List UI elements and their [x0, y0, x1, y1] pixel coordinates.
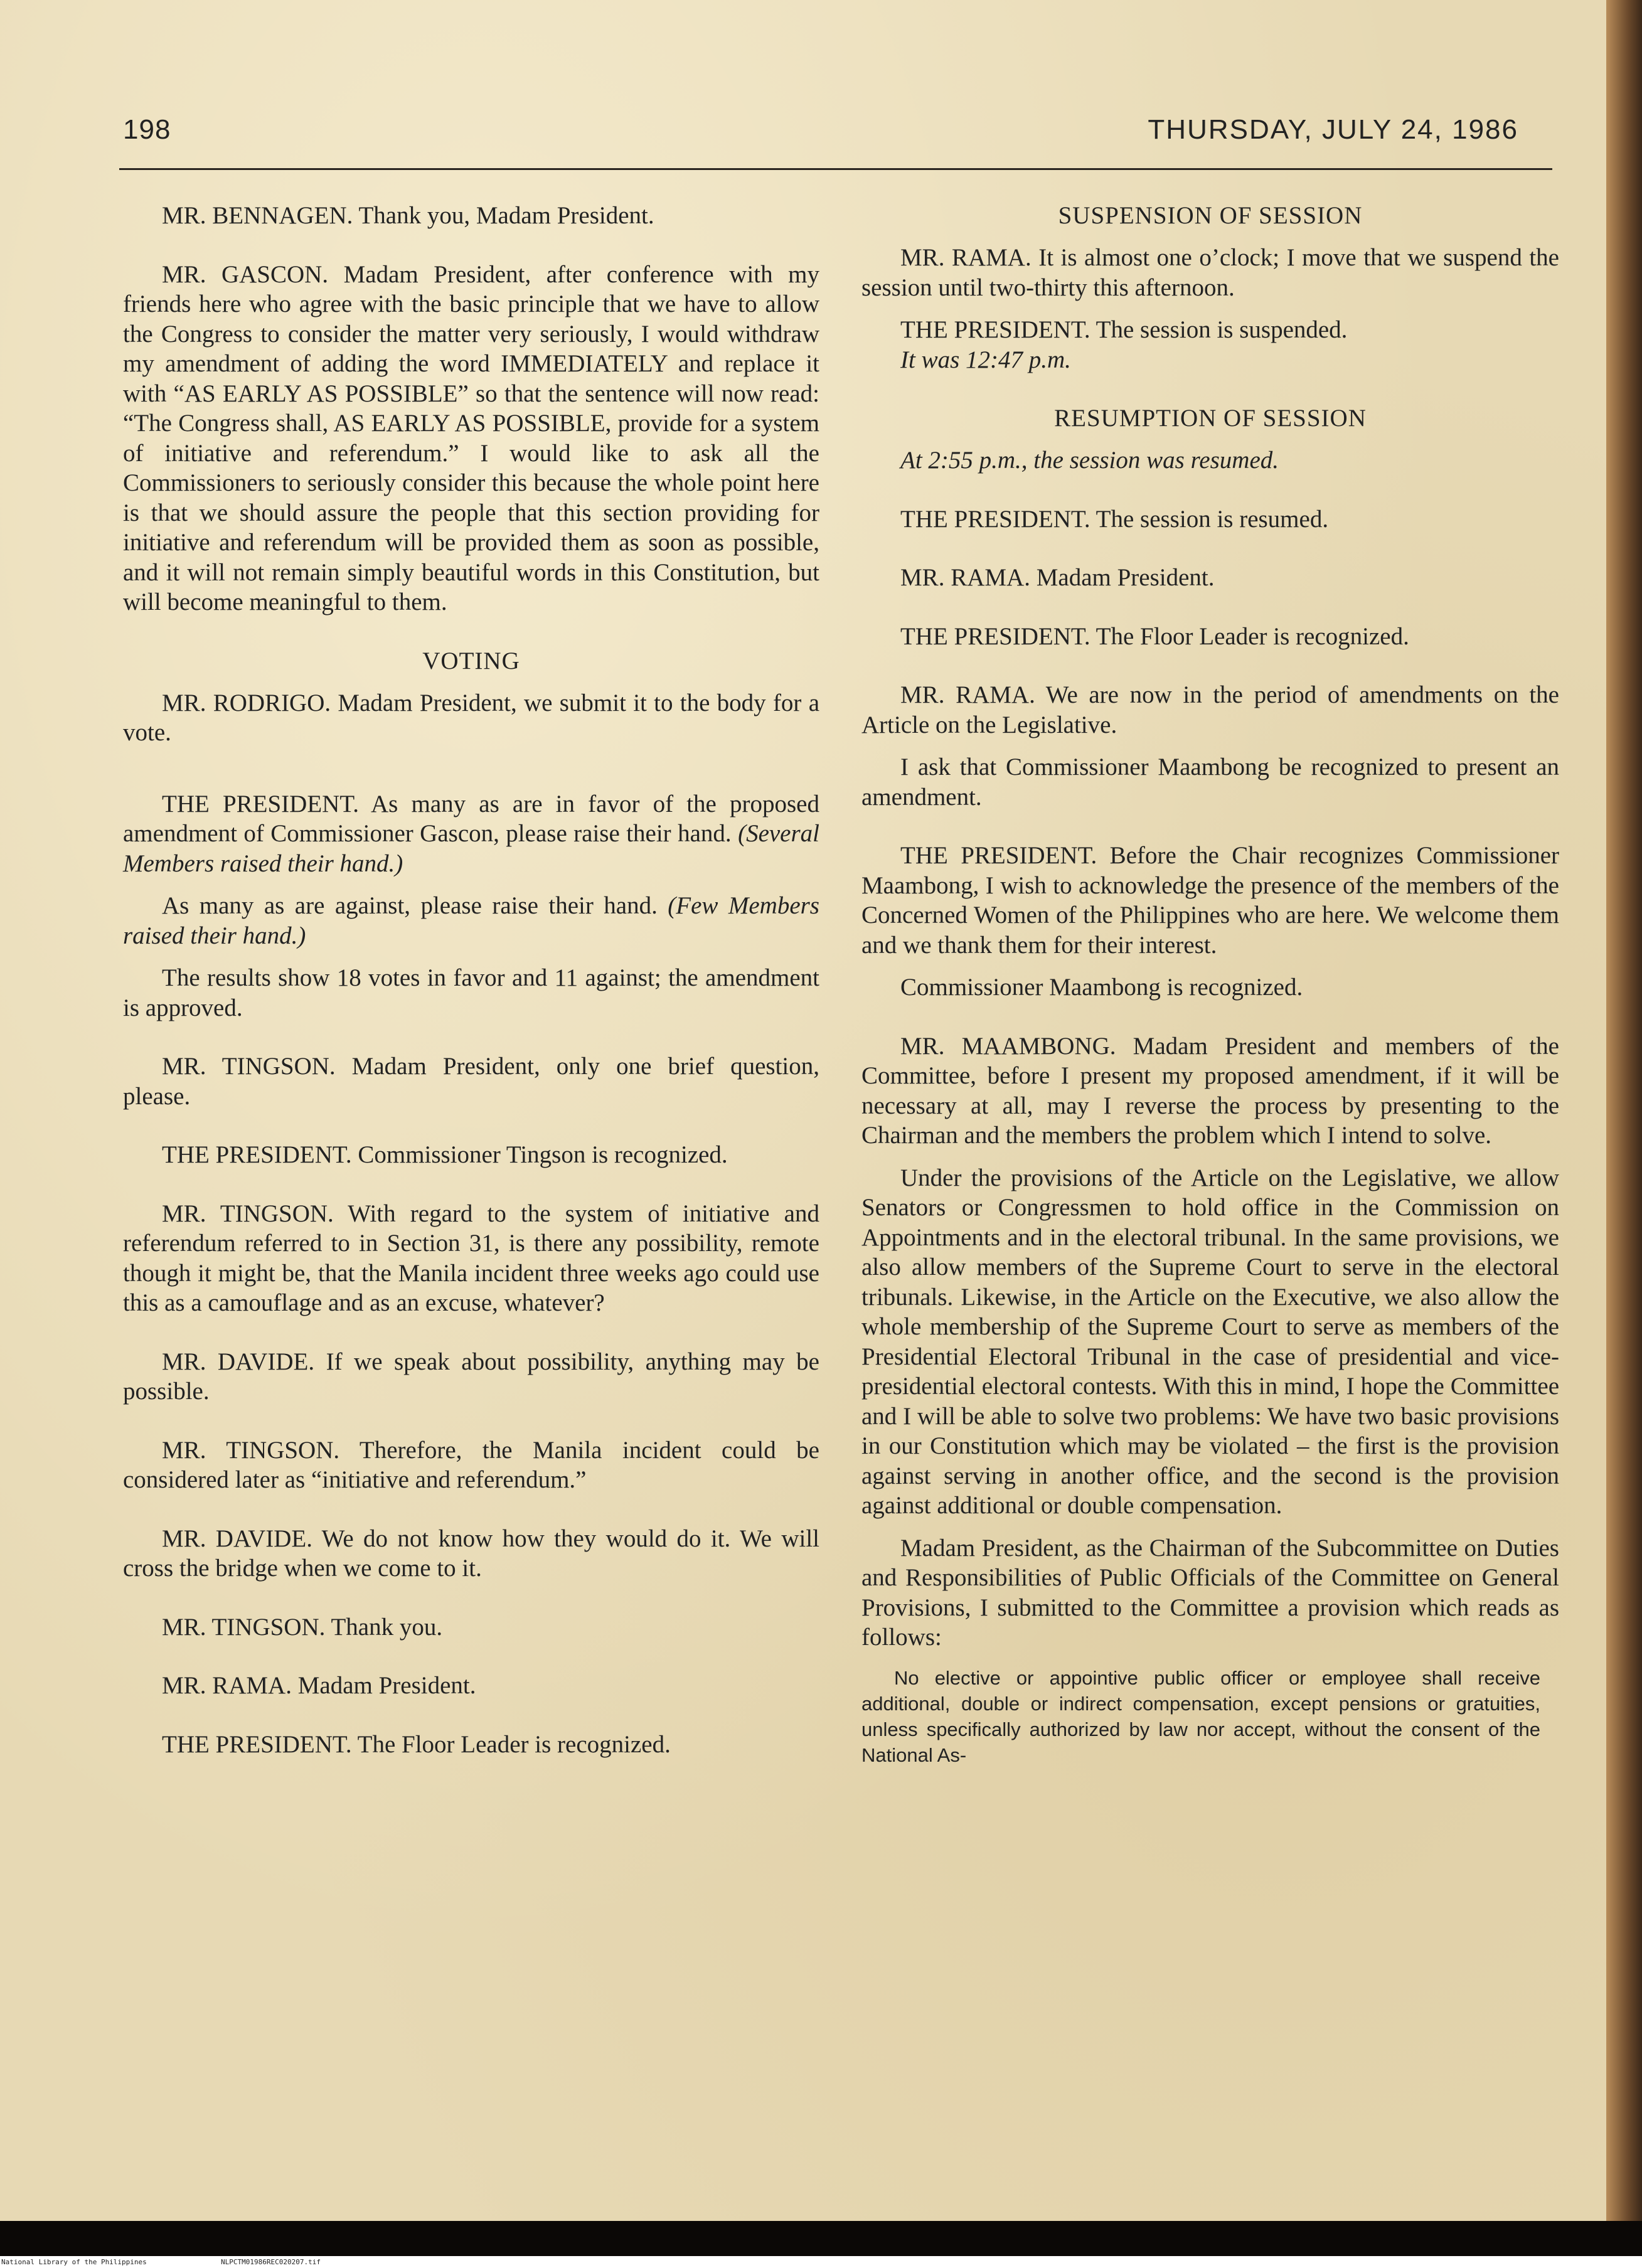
paragraph: [123, 891, 819, 950]
paragraph: THE PRESIDENT. The Floor Leader is recognized.: [900, 622, 1409, 650]
page-number: 198: [123, 114, 171, 145]
paragraph: THE PRESIDENT. Commissioner Tingson is recognized.: [162, 1141, 728, 1168]
paragraph: MR. RODRIGO. Madam President, we submit it to the body for a vote.: [123, 689, 819, 746]
paragraph: MR. TINGSON. Madam President, only one brief question, please.: [123, 1053, 819, 1110]
right-column: [861, 201, 1559, 1768]
section-heading: RESUMPTION OF SESSION: [1054, 405, 1367, 432]
page-date: THURSDAY, JULY 24, 1986: [1148, 114, 1518, 145]
paragraph: Under the provisions of the Article on the Legislative, we allow Senators or Congressmen to hold office in the Commission on Appointments and in the electoral tribunal. In the same provisions, we also allow members of the Supreme Court to serve in the electoral tribunals. Likewise, in the Article on the Executive, we also allow the whole membership of the Supreme Court to serve as members of the Presidential Electoral Tribunal in the case of presidential and vice-presidential electoral contests. With this in mind, I hope the Committee and I will be able to solve two problems: We have two basic provisions in our Constitution which may be violated – the first is the provision against serving in another office, and the second is the provision against additional or double compensation.: [861, 1164, 1559, 1519]
paragraph: MR. RAMA. It is almost one o’clock; I move that we suspend the session until two-thirty this afternoon.: [861, 244, 1559, 301]
paragraph: MR. BENNAGEN. Thank you, Madam President.: [162, 202, 654, 229]
paragraph: Commissioner Maambong is recognized.: [900, 974, 1303, 1001]
left-column: [123, 201, 819, 1759]
section-heading: VOTING: [422, 647, 520, 674]
footer-library: National Library of the Philippines: [1, 2258, 147, 2266]
paragraph: MR. DAVIDE. If we speak about possibility, anything may be possible.: [123, 1348, 819, 1405]
paragraph: MR. TINGSON. Thank you.: [162, 1613, 443, 1641]
paragraph: MR. RAMA. We are now in the period of amendments on the Article on the Legislative.: [861, 681, 1559, 738]
time-note: It was 12:47 p.m.: [900, 346, 1071, 373]
paragraph: MR. RAMA. Madam President.: [900, 564, 1215, 591]
paragraph: I ask that Commissioner Maambong be recognized to present an amendment.: [861, 753, 1559, 811]
paragraph: MR. DAVIDE. We do not know how they would do it. We will cross the bridge when we come to it.: [123, 1525, 819, 1582]
paragraph: The results show 18 votes in favor and 11 against; the amendment is approved.: [123, 964, 819, 1021]
paragraph-text: As many as are against, please raise their hand.: [162, 892, 658, 919]
time-note: At 2:55 p.m., the session was resumed.: [900, 447, 1279, 474]
scan-border: [0, 2221, 1642, 2256]
paragraph: MR. GASCON. Madam President, after conference with my friends here who agree with the basic principle that we have to allow the Congress to consider the matter very seriously, I would withdraw my amendment of adding the word IMMEDIATELY and replace it with “AS EARLY AS POSSIBLE” so that the sentence will now read: “The Congress shall, AS EARLY AS POSSIBLE, provide for a system of initiative and referendum.” I would like to ask all the Commissioners to seriously consider this because the whole point here is that we should assure the people that this section providing for initiative and referendum will be provided them as soon as possible, and it will not remain simply beautiful words in this Constitution, but will become meaningful to them.: [123, 260, 819, 615]
paragraph: THE PRESIDENT. The session is resumed.: [900, 505, 1329, 533]
scan-footer: [0, 2256, 1642, 2268]
paragraph: MR. TINGSON. Therefore, the Manila incident could be considered later as “initiative and referendum.”: [123, 1436, 819, 1493]
paragraph-text: THE PRESIDENT. As many as are in favor of the proposed amendment of Commissioner Gascon, please raise their hand.: [123, 790, 819, 847]
paragraph: [123, 789, 819, 879]
paragraph: MR. TINGSON. With regard to the system of initiative and referendum referred to in Section 31, is there any possibility, remote though it might be, that the Manila incident three weeks ago could use this as a camouflage and as an excuse, whatever?: [123, 1200, 819, 1316]
section-heading: SUSPENSION OF SESSION: [1058, 202, 1363, 229]
paragraph: MR. MAAMBONG. Madam President and members of the Committee, before I present my proposed amendment, if it will be necessary at all, may I reverse the process by presenting to the Chairman and the members the problem which I intend to solve.: [861, 1032, 1559, 1149]
binding-shadow: [1606, 0, 1642, 2221]
paragraph: THE PRESIDENT. Before the Chair recognizes Commissioner Maambong, I wish to acknowledge the presence of the members of the Concerned Women of the Philippines who are here. We welcome them and we thank them for their interest.: [861, 842, 1559, 959]
paragraph: MR. RAMA. Madam President.: [162, 1672, 476, 1699]
stage-direction: (Several Members raised their hand.): [123, 820, 820, 877]
stage-direction: (Few Members raised their hand.): [123, 892, 819, 949]
paragraph: Madam President, as the Chairman of the Subcommittee on Duties and Responsibilities of Public Officials of the Committee on General Provisions, I submitted to the Committee a provision which reads as follows:: [861, 1534, 1559, 1651]
footer-file: NLPCTM01986REC020207.tif: [221, 2258, 321, 2266]
paragraph: THE PRESIDENT. The session is suspended.: [900, 316, 1348, 343]
header-rule: [119, 168, 1552, 170]
quoted-provision: No elective or appointive public officer or employee shall receive additional, double or indirect compensation, except pensions or gratuities, unless specifically authorized by law nor accept, without the consent of the National As-: [861, 1666, 1540, 1766]
paragraph: THE PRESIDENT. The Floor Leader is recognized.: [162, 1730, 671, 1758]
